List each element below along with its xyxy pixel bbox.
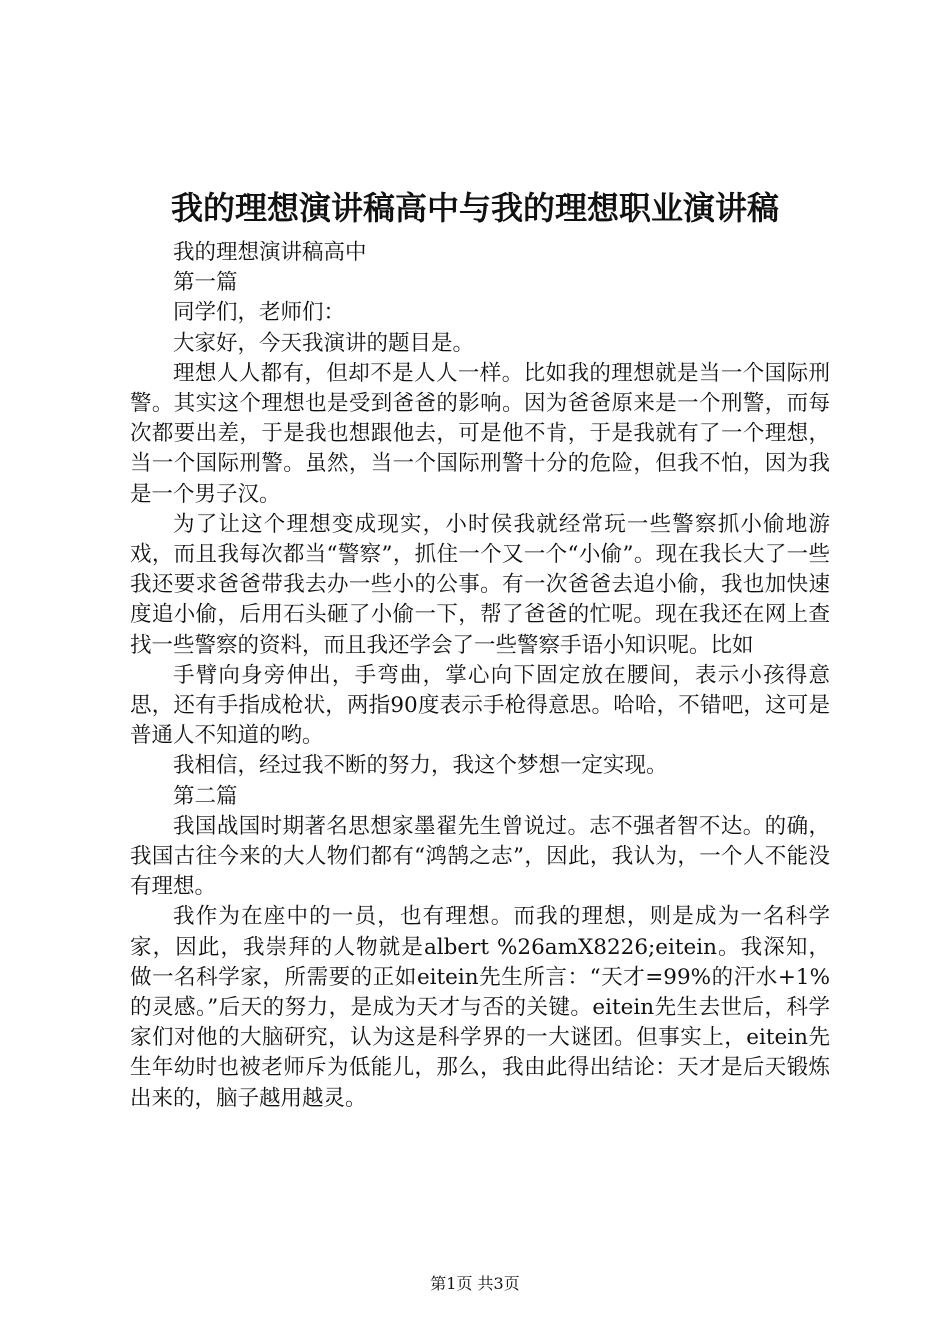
section-heading-second: 第二篇 <box>173 783 238 809</box>
body-paragraph: 理想人人都有，但却不是人人一样。比如我的理想就是当一个国际刑警。其实这个理想也是受到爸爸的影响。因为爸爸原来是一个刑警，而每次都要出差，于是我也想跟他去，可是他不肯，于是我就有了一个理想，当一个国际刑警。虽然，当一个国际刑警十分的危险，但我不怕，因为我是一个男子汉。 <box>130 360 830 507</box>
body-paragraph: 为了让这个理想变成现实，小时侯我就经常玩一些警察抓小偷地游戏，而且我每次都当“警察”，抓住一个又一个“小偷”。现在我长大了一些我还要求爸爸带我去办一些小的公事。有一次爸爸去追小偷，我也加快速度追小偷，后用石头砸了小偷一下，帮了爸爸的忙呢。现在我还在网上查找一些警察的资料，而且我还学会了一些警察手语小知识呢。比如 <box>130 511 830 658</box>
section-heading-first: 第一篇 <box>173 270 238 296</box>
subtitle-paragraph: 我的理想演讲稿高中 <box>173 240 367 265</box>
greeting-paragraph: 大家好，今天我演讲的题目是。 <box>173 330 475 356</box>
body-paragraph: 我作为在座中的一员，也有理想。而我的理想，则是成为一名科学家，因此，我崇拜的人物就是albert %26amX8226;eitein。我深知，做一名科学家，所需要的正如eitein先生所言：“天才=99%的汗水+1%的灵感。”后天的努力，是成为天才与否的关键。eitein先生去世后，科学家们对他的大脑研究，认为这是科学界的一大谜团。但事实上，eitein先生年幼时也被老师斥为低能儿，那么，我由此得出结论：天才是后天锻炼出来的，脑子越用越灵。 <box>130 904 830 1111</box>
body-paragraph: 手臂向身旁伸出，手弯曲，掌心向下固定放在腰间，表示小孩得意思，还有手指成枪状，两指90度表示手枪得意思。哈哈，不错吧，这可是普通人不知道的哟。 <box>130 662 830 749</box>
body-paragraph: 我国战国时期著名思想家墨翟先生曾说过。志不强者智不达。的确，我国古往今来的大人物们都有“鸿鹄之志”，因此，我认为，一个人不能没有理想。 <box>130 813 830 900</box>
document-body <box>130 238 830 1114</box>
salutation-paragraph: 同学们，老师们： <box>173 300 346 326</box>
body-paragraph: 我相信，经过我不断的努力，我这个梦想一定实现。 <box>173 753 668 779</box>
document-title: 我的理想演讲稿高中与我的理想职业演讲稿 <box>170 189 779 227</box>
page-number-footer: 第1页 共3页 <box>430 1274 520 1293</box>
